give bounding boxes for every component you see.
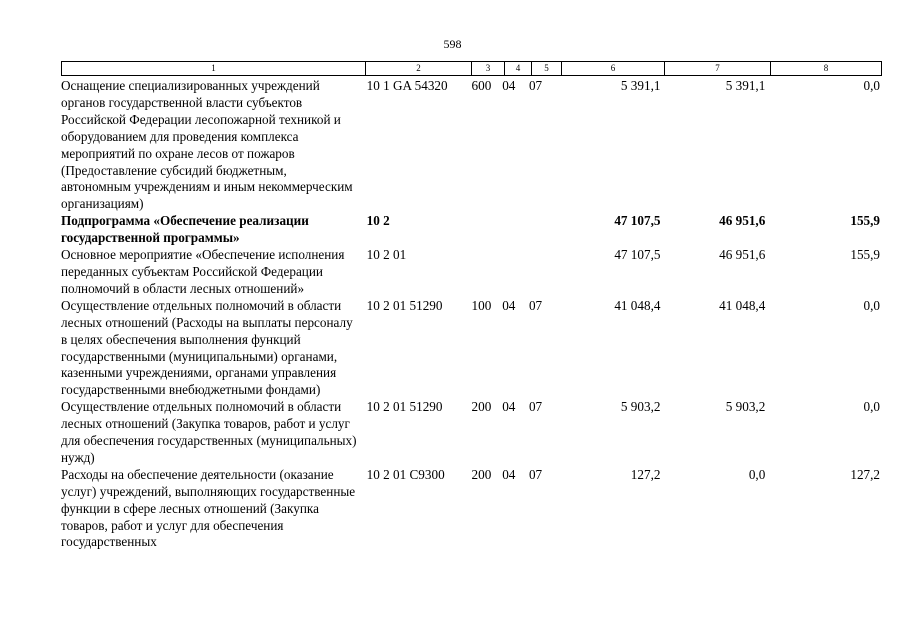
row-vr: 200: [471, 399, 492, 415]
row-pr: 07: [528, 399, 543, 415]
table-row: [61, 247, 880, 298]
row-value-6: 47 107,5: [614, 213, 661, 229]
row-value-8: 127,2: [850, 466, 881, 482]
header-col-3: 3: [472, 62, 505, 75]
row-rz: [499, 247, 526, 298]
row-rz: 04: [502, 466, 516, 482]
row-vr: 600: [471, 78, 492, 93]
header-col-2: 2: [366, 62, 472, 75]
table-row: [61, 399, 880, 467]
row-value-6: 127,2: [630, 466, 661, 482]
header-col-6: 6: [562, 62, 665, 75]
row-pr: 07: [528, 78, 543, 93]
row-value-8: 155,9: [850, 247, 881, 263]
row-code: 10 1 GA 54320: [366, 78, 448, 93]
header-col-7: 7: [665, 62, 771, 75]
row-name: Оснащение специализированных учреждений органов государственной власти субъектов Российской Федерации лесопожарной техникой и оборудованием для проведения комплекса мероприятий по охране лесов от пожаров (Предоставление субсидий бюджетным, автономным учреждениям и иным некоммерческим организациям): [61, 78, 353, 212]
row-value-7: 46 951,6: [719, 213, 766, 229]
row-vr: [467, 247, 500, 298]
row-value-6: 41 048,4: [614, 297, 661, 313]
table-row: [61, 78, 880, 213]
row-value-7: 46 951,6: [719, 247, 766, 263]
header-col-8: 8: [823, 63, 829, 73]
row-code: 10 2 01 51290: [366, 399, 443, 415]
row-vr: 100: [471, 297, 492, 313]
row-rz: 04: [502, 78, 516, 93]
table-row: [61, 467, 880, 552]
row-value-7: 5 903,2: [725, 399, 766, 415]
row-rz: [499, 213, 526, 247]
row-code: 10 2: [366, 213, 390, 229]
row-code: 10 2 01 С9300: [366, 466, 445, 482]
table-header: [61, 61, 882, 76]
row-value-7: 5 391,1: [725, 78, 766, 93]
row-rz: 04: [502, 297, 516, 313]
row-value-8: 0,0: [863, 297, 881, 313]
row-value-6: 5 391,1: [620, 78, 661, 93]
row-pr: 07: [528, 466, 543, 482]
row-value-8: 155,9: [850, 213, 881, 229]
table-row: [61, 298, 880, 399]
row-value-8: 0,0: [863, 78, 881, 93]
row-pr: [526, 247, 556, 298]
row-value-7: 0,0: [748, 466, 766, 482]
row-vr: 200: [471, 466, 492, 482]
header-col-5: 5: [532, 62, 562, 75]
row-rz: 04: [502, 399, 516, 415]
row-name: Осуществление отдельных полномочий в области лесных отношений (Закупка товаров, работ и услуг для обеспечения государственных (муниципальных) нужд): [61, 399, 357, 465]
row-pr: 07: [528, 297, 543, 313]
table-row: [61, 213, 880, 247]
row-name: Основное мероприятие «Обеспечение исполнения переданных субъектам Российской Федерации полномочий в области лесных отношений»: [61, 247, 345, 296]
row-value-7: 41 048,4: [719, 297, 766, 313]
header-col-1: 1: [62, 62, 366, 75]
row-pr: [526, 213, 556, 247]
row-name: Расходы на обеспечение деятельности (оказание услуг) учреждений, выполняющих государственные функции в сфере лесных отношений (Закупка товаров, работ и услуг для обеспечения государственных: [61, 466, 356, 550]
page-number: 598: [443, 37, 462, 51]
row-vr: [467, 213, 500, 247]
row-name: Осуществление отдельных полномочий в области лесных отношений (Расходы на выплаты персоналу в целях обеспечения выполнения функций государственными (муниципальными) органами, казенными учреждениями, органами управления государственными внебюджетными фондами): [61, 297, 353, 398]
row-code: 10 2 01: [366, 247, 407, 263]
table-body: [61, 78, 880, 551]
row-value-6: 47 107,5: [614, 247, 661, 263]
row-value-6: 5 903,2: [620, 399, 661, 415]
row-name: Подпрограмма «Обеспечение реализации государственной программы»: [61, 213, 309, 246]
header-col-4: 4: [505, 62, 532, 75]
row-code: 10 2 01 51290: [366, 297, 443, 313]
row-value-8: 0,0: [863, 399, 881, 415]
